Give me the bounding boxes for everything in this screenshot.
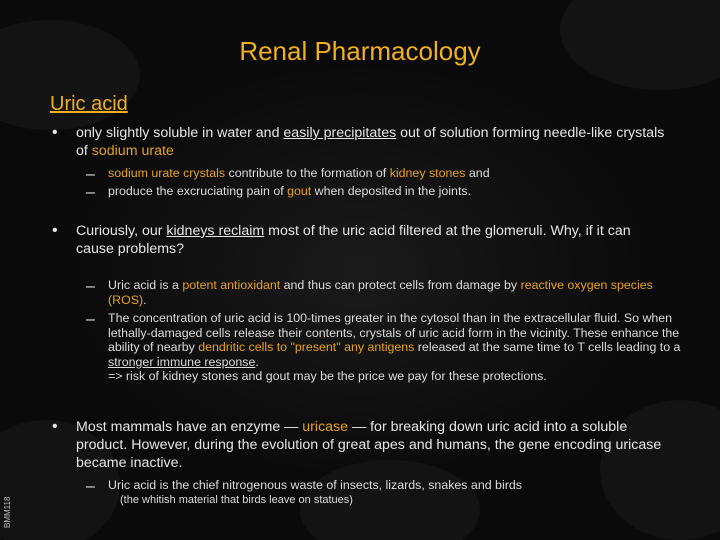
- bullet-text: — for breaking down uric acid into a soluble product. However, during the evolution of great apes and humans, the gene encoding uricase became inactive.: [76, 419, 662, 471]
- bullet-marker: •: [52, 418, 58, 435]
- slide-title: Renal Pharmacology: [239, 36, 481, 66]
- bullet-item: [52, 124, 672, 160]
- bullet-text: out of solution forming needle-like crystals of: [76, 125, 665, 159]
- sub-bullet-text: Uric acid is a: [108, 278, 183, 292]
- bullet-text: only slightly soluble in water and: [76, 125, 284, 141]
- dash-marker: –: [86, 278, 95, 295]
- highlighted-term: gout: [287, 184, 312, 198]
- bullet-marker: •: [52, 124, 58, 141]
- sub-bullet-item: [86, 278, 686, 307]
- highlighted-term: sodium urate crystals: [108, 166, 226, 180]
- dash-marker: –: [86, 311, 95, 328]
- bullet-text: Curiously, our: [76, 223, 167, 239]
- dash-marker: –: [86, 166, 95, 183]
- highlighted-term: kidney stones: [389, 166, 466, 180]
- sub-bullet-text: The concentration of uric acid is 100-times greater in the cytosol than in the extracellular fluid. So when lethally-damaged cells release their contents, crystals of uric acid form in the vicinity. These enhance the ability of nearby: [108, 311, 680, 354]
- highlighted-term: uricase: [302, 419, 349, 435]
- sub-bullet-text: Uric acid is the chief nitrogenous waste of insects, lizards, snakes and birds: [108, 478, 522, 492]
- sub-bullet-text: .: [143, 292, 147, 307]
- footnote: (the whitish material that birds leave on statues): [120, 494, 353, 506]
- sub-bullet-item: [86, 184, 686, 199]
- bullet-text: most of the uric acid filtered at the glomeruli. Why, if it can cause problems?: [76, 223, 631, 257]
- highlighted-term: potent antioxidant: [182, 278, 281, 292]
- bullet-item: [52, 222, 672, 258]
- sub-bullet-text: contribute to the formation of: [225, 166, 390, 180]
- underlined-phrase: kidneys reclaim: [166, 223, 265, 239]
- section-heading: Uric acid: [50, 93, 128, 115]
- sub-bullet-item: [86, 166, 686, 181]
- dash-marker: –: [86, 478, 95, 495]
- highlighted-term: dendritic cells to "present" any antigens: [198, 340, 415, 354]
- sub-bullet-text: and: [465, 166, 490, 180]
- underlined-phrase: stronger immune response: [108, 354, 256, 369]
- sub-bullet-item: [86, 311, 686, 384]
- sub-bullet-text: when deposited in the joints.: [311, 184, 472, 198]
- bullet-marker: •: [52, 222, 58, 239]
- bullet-text: Most mammals have an enzyme —: [76, 419, 303, 435]
- dash-marker: –: [86, 184, 95, 201]
- sub-bullet-text: .: [255, 354, 259, 369]
- sub-bullet-text: and thus can protect cells from damage by: [280, 278, 521, 292]
- highlighted-term: reactive oxygen species (ROS): [108, 278, 653, 307]
- underlined-phrase: easily precipitates: [283, 125, 397, 141]
- side-code: BMM118: [3, 496, 12, 528]
- sub-bullet-text: released at the same time to T cells leading to a: [414, 340, 681, 354]
- sub-bullet-text: produce the excruciating pain of: [108, 184, 288, 198]
- sub-bullet-item: [86, 478, 686, 493]
- bullet-item: [52, 418, 672, 472]
- highlighted-term: sodium urate: [91, 143, 174, 159]
- conclusion-line: => risk of kidney stones and gout may be the price we pay for these protections.: [108, 369, 547, 383]
